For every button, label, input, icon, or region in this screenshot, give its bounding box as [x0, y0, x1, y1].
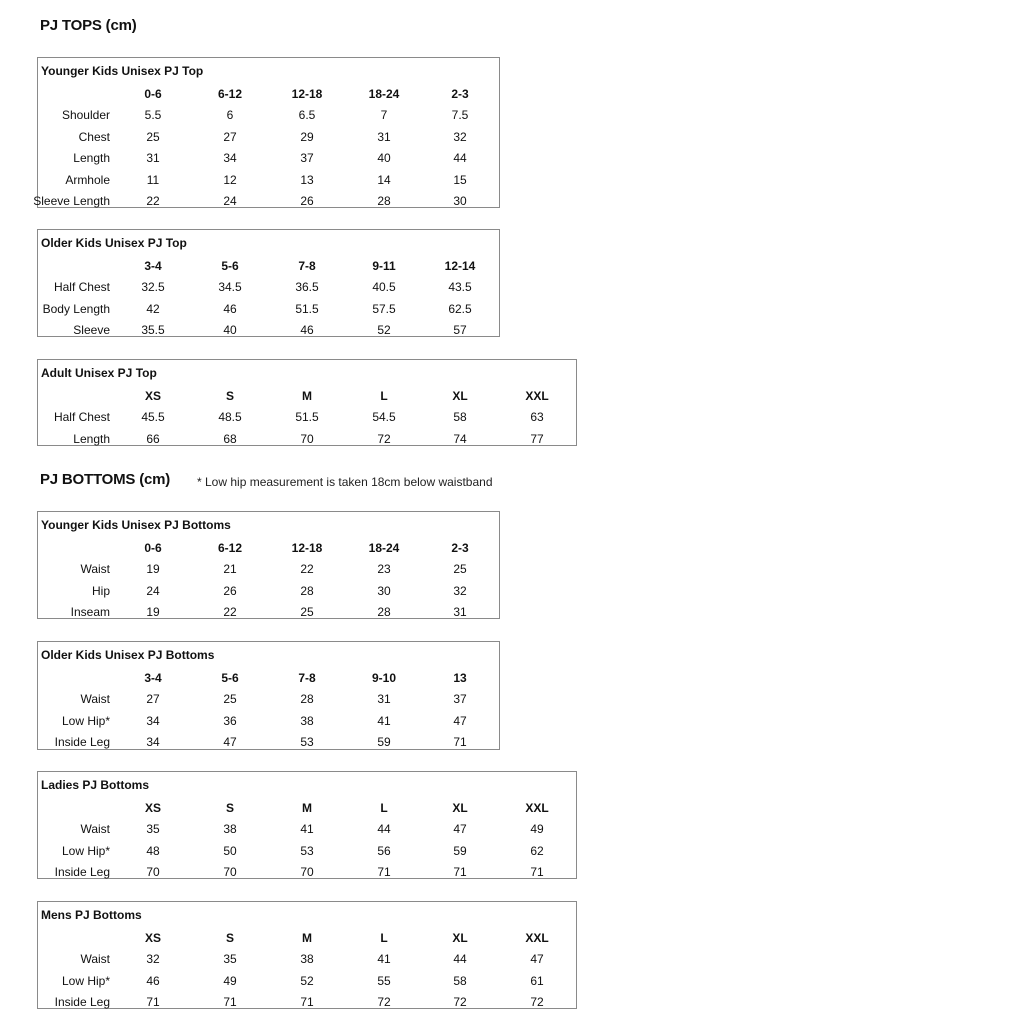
size-header: S	[225, 389, 235, 403]
measurement-value: 19	[146, 605, 160, 620]
measurement-label: Half Chest	[53, 410, 110, 425]
size-table	[33, 57, 500, 208]
measurement-value: 71	[377, 865, 391, 880]
measurement-value: 41	[300, 822, 314, 837]
measurement-value: 53	[300, 735, 314, 750]
size-header: XXL	[525, 931, 549, 945]
measurement-value: 51.5	[295, 301, 319, 316]
size-header: 18-24	[368, 87, 400, 101]
measurement-value: 35	[223, 952, 237, 967]
size-header: L	[380, 389, 388, 403]
measurement-label: Waist	[80, 692, 110, 707]
size-header: 0-6	[144, 87, 162, 101]
measurement-value: 40	[223, 323, 237, 338]
measurement-value: 47	[453, 713, 467, 728]
measurement-value: 49	[530, 822, 544, 837]
size-header: 6-12	[217, 541, 243, 555]
measurement-value: 68	[223, 431, 237, 446]
measurement-value: 25	[453, 562, 467, 577]
measurement-value: 28	[377, 194, 391, 208]
measurement-label: Sleeve Length	[33, 194, 110, 208]
pj-bottoms-heading: PJ BOTTOMS (cm)	[40, 471, 171, 488]
measurement-value: 46	[223, 301, 237, 316]
measurement-label: Waist	[80, 562, 110, 577]
measurement-value: 38	[300, 713, 314, 728]
measurement-value: 58	[453, 973, 467, 988]
measurement-value: 47	[223, 735, 237, 750]
measurement-value: 57	[453, 323, 467, 338]
measurement-value: 53	[300, 843, 314, 858]
measurement-label: Low Hip*	[61, 843, 110, 858]
measurement-value: 56	[377, 843, 391, 858]
measurement-value: 52	[377, 323, 391, 338]
size-header: L	[380, 931, 388, 945]
size-header: 0-6	[144, 541, 162, 555]
size-table	[37, 771, 577, 879]
measurement-value: 45.5	[141, 410, 165, 425]
table-title: Younger Kids Unisex PJ Top	[41, 64, 204, 78]
measurement-value: 41	[377, 952, 391, 967]
measurement-value: 38	[300, 952, 314, 967]
measurement-value: 71	[146, 995, 160, 1010]
measurement-value: 70	[223, 865, 237, 880]
measurement-value: 57.5	[372, 301, 396, 316]
measurement-value: 37	[453, 692, 467, 707]
size-header: 12-18	[291, 87, 323, 101]
measurement-value: 26	[223, 583, 237, 598]
measurement-value: 28	[377, 605, 391, 620]
size-header: XXL	[525, 389, 549, 403]
measurement-value: 59	[453, 843, 467, 858]
measurement-value: 47	[453, 822, 467, 837]
measurement-value: 30	[453, 194, 467, 208]
measurement-value: 23	[377, 562, 391, 577]
measurement-label: Hip	[91, 583, 110, 598]
size-header: 2-3	[451, 541, 469, 555]
size-header: XS	[144, 931, 162, 945]
measurement-value: 61	[530, 973, 544, 988]
measurement-value: 25	[146, 129, 160, 144]
measurement-value: 24	[146, 583, 160, 598]
measurement-label: Sleeve	[73, 323, 110, 338]
size-header: M	[302, 801, 312, 815]
table-title: Older Kids Unisex PJ Top	[41, 236, 187, 250]
size-header: 5-6	[221, 671, 239, 685]
measurement-value: 31	[377, 129, 391, 144]
measurement-value: 34	[146, 735, 160, 750]
measurement-value: 30	[377, 583, 391, 598]
measurement-value: 24	[223, 194, 237, 208]
measurement-value: 34.5	[218, 280, 242, 295]
measurement-value: 70	[300, 431, 314, 446]
measurement-value: 44	[453, 952, 467, 967]
measurement-value: 74	[453, 431, 467, 446]
measurement-value: 11	[146, 172, 160, 187]
size-header: 9-10	[371, 671, 397, 685]
measurement-value: 32.5	[141, 280, 165, 295]
size-header: S	[225, 801, 235, 815]
measurement-value: 72	[377, 995, 391, 1010]
measurement-value: 25	[223, 692, 237, 707]
measurement-label: Half Chest	[53, 280, 110, 295]
measurement-value: 36.5	[295, 280, 319, 295]
size-header: 12-18	[291, 541, 323, 555]
size-header: 7-8	[298, 671, 316, 685]
measurement-value: 22	[300, 562, 314, 577]
measurement-value: 66	[146, 431, 160, 446]
measurement-value: 38	[223, 822, 237, 837]
measurement-label: Inside Leg	[54, 995, 110, 1010]
measurement-value: 44	[453, 151, 467, 166]
size-header: XL	[452, 931, 468, 945]
size-header: 12-14	[444, 259, 476, 273]
measurement-label: Body Length	[42, 301, 110, 316]
measurement-value: 41	[377, 713, 391, 728]
measurement-value: 7.5	[451, 108, 469, 123]
size-header: 13	[453, 671, 467, 685]
measurement-value: 48	[146, 843, 160, 858]
measurement-value: 77	[530, 431, 544, 446]
measurement-value: 42	[146, 301, 160, 316]
measurement-value: 71	[223, 995, 237, 1010]
measurement-value: 6	[226, 108, 234, 123]
measurement-value: 27	[223, 129, 237, 144]
table-title: Younger Kids Unisex PJ Bottoms	[41, 518, 231, 532]
measurement-value: 51.5	[295, 410, 319, 425]
measurement-value: 22	[223, 605, 237, 620]
size-header: XL	[452, 801, 468, 815]
measurement-value: 32	[453, 583, 467, 598]
measurement-value: 72	[530, 995, 544, 1010]
measurement-value: 40.5	[372, 280, 396, 295]
measurement-label: Low Hip*	[61, 713, 110, 728]
measurement-value: 43.5	[448, 280, 472, 295]
size-table	[37, 901, 577, 1009]
measurement-value: 54.5	[372, 410, 396, 425]
size-header: XXL	[525, 801, 549, 815]
measurement-value: 44	[377, 822, 391, 837]
size-header: 2-3	[451, 87, 469, 101]
size-header: XS	[144, 801, 162, 815]
low-hip-note: * Low hip measurement is taken 18cm below waistband	[197, 475, 493, 489]
measurement-value: 70	[300, 865, 314, 880]
measurement-value: 46	[300, 323, 314, 338]
measurement-value: 46	[146, 973, 160, 988]
measurement-value: 28	[300, 583, 314, 598]
measurement-value: 27	[146, 692, 160, 707]
measurement-value: 14	[377, 172, 391, 187]
measurement-value: 55	[377, 973, 391, 988]
measurement-value: 71	[453, 735, 467, 750]
measurement-value: 63	[530, 410, 544, 425]
size-header: 18-24	[368, 541, 400, 555]
size-header: 7-8	[298, 259, 316, 273]
size-header: 5-6	[221, 259, 239, 273]
measurement-value: 15	[453, 172, 467, 187]
measurement-value: 48.5	[218, 410, 242, 425]
measurement-value: 22	[146, 194, 160, 208]
measurement-value: 34	[146, 713, 160, 728]
measurement-value: 31	[377, 692, 391, 707]
size-table	[37, 641, 500, 750]
measurement-value: 35.5	[141, 323, 165, 338]
measurement-value: 62.5	[448, 301, 472, 316]
measurement-value: 26	[300, 194, 314, 208]
size-table	[37, 511, 500, 619]
size-header: 3-4	[144, 671, 162, 685]
measurement-value: 5.5	[144, 108, 162, 123]
measurement-value: 25	[300, 605, 314, 620]
measurement-value: 50	[223, 843, 237, 858]
measurement-value: 49	[223, 973, 237, 988]
measurement-value: 7	[380, 108, 388, 123]
table-title: Ladies PJ Bottoms	[41, 778, 150, 792]
measurement-value: 12	[223, 172, 237, 187]
measurement-value: 19	[146, 562, 160, 577]
table-title: Adult Unisex PJ Top	[41, 366, 157, 380]
measurement-label: Length	[73, 431, 110, 446]
measurement-label: Chest	[78, 129, 110, 144]
size-header: 3-4	[144, 259, 162, 273]
measurement-value: 58	[453, 410, 467, 425]
size-header: L	[380, 801, 388, 815]
measurement-value: 71	[300, 995, 314, 1010]
measurement-value: 70	[146, 865, 160, 880]
measurement-value: 32	[146, 952, 160, 967]
measurement-value: 35	[146, 822, 160, 837]
size-header: M	[302, 931, 312, 945]
measurement-value: 31	[453, 605, 467, 620]
measurement-value: 29	[300, 129, 314, 144]
measurement-value: 31	[146, 151, 160, 166]
size-table	[37, 229, 500, 337]
size-table	[37, 359, 577, 446]
size-header: M	[302, 389, 312, 403]
size-header: 9-11	[372, 259, 396, 273]
measurement-label: Shoulder	[61, 108, 110, 123]
measurement-value: 47	[530, 952, 544, 967]
measurement-value: 21	[223, 562, 237, 577]
measurement-value: 52	[300, 973, 314, 988]
measurement-label: Armhole	[65, 172, 110, 187]
measurement-label: Waist	[80, 952, 110, 967]
pj-tops-heading: PJ TOPS (cm)	[40, 17, 137, 34]
measurement-value: 37	[300, 151, 314, 166]
measurement-value: 71	[453, 865, 467, 880]
measurement-value: 28	[300, 692, 314, 707]
measurement-value: 32	[453, 129, 467, 144]
size-header: XS	[144, 389, 162, 403]
measurement-label: Waist	[80, 822, 110, 837]
size-header: S	[225, 931, 235, 945]
measurement-value: 13	[300, 172, 314, 187]
measurement-label: Inseam	[70, 605, 110, 620]
measurement-value: 36	[223, 713, 237, 728]
measurement-value: 40	[377, 151, 391, 166]
measurement-value: 72	[377, 431, 391, 446]
measurement-label: Inside Leg	[54, 865, 110, 880]
table-title: Older Kids Unisex PJ Bottoms	[41, 648, 215, 662]
measurement-value: 59	[377, 735, 391, 750]
measurement-label: Length	[73, 151, 110, 166]
size-header: XL	[452, 389, 468, 403]
measurement-label: Low Hip*	[61, 973, 110, 988]
measurement-value: 34	[223, 151, 237, 166]
measurement-label: Inside Leg	[54, 735, 110, 750]
measurement-value: 72	[453, 995, 467, 1010]
size-header: 6-12	[217, 87, 243, 101]
measurement-value: 62	[530, 843, 544, 858]
measurement-value: 6.5	[298, 108, 316, 123]
measurement-value: 71	[530, 865, 544, 880]
table-title: Mens PJ Bottoms	[41, 908, 142, 922]
